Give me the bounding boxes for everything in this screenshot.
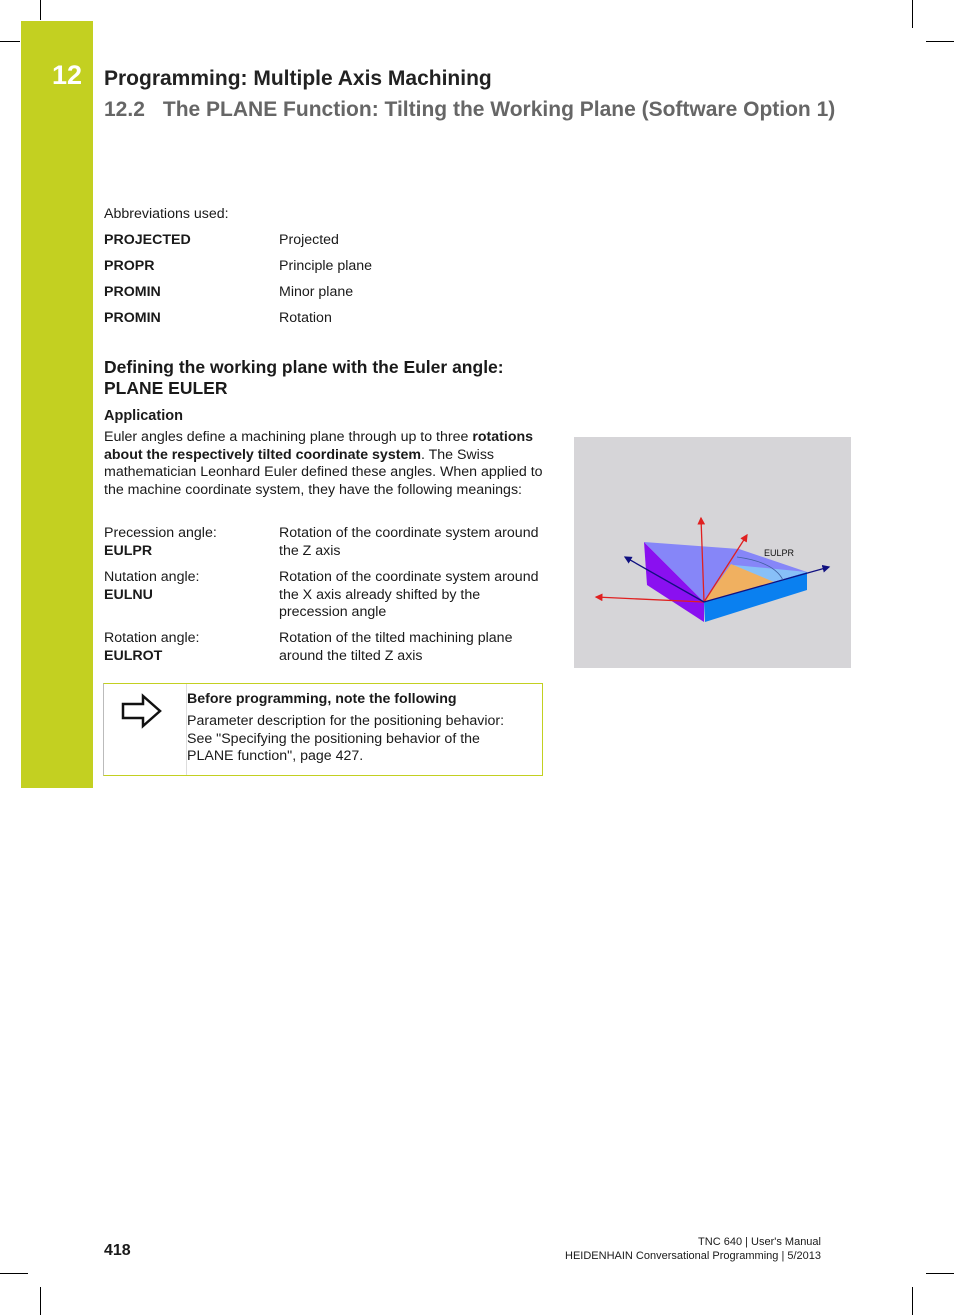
- angle-description: Rotation of the coordinate system around the X axis already shifted by the precession angle: [279, 569, 539, 621]
- note-text: Parameter description for the positioning behavior: See "Specifying the positioning behavior of the PLANE function", page 427.: [187, 713, 505, 765]
- euler-plane-illustration: [574, 437, 851, 668]
- note-title: Before programming, note the following: [187, 691, 457, 707]
- figure-label: EULPR: [764, 548, 795, 558]
- abbreviation-row: [104, 310, 332, 326]
- text: . The Swiss mathematician Leonhard Euler defined these angles. When applied to the machine coordinate system, they have the following meanings:: [104, 446, 543, 498]
- application-paragraph: [104, 429, 544, 499]
- angle-code: EULPR: [104, 542, 153, 559]
- abbreviation-meaning: Rotation: [279, 310, 332, 326]
- angle-label: Rotation angle:: [104, 630, 200, 646]
- crop-mark: [40, 1287, 41, 1315]
- abbreviation-term: PROMIN: [104, 284, 161, 300]
- crop-mark: [926, 41, 954, 42]
- angle-description: Rotation of the tilted machining plane around the tilted Z axis: [279, 630, 513, 664]
- angle-term: [104, 569, 274, 604]
- abbreviation-row: [104, 284, 353, 300]
- heading-line: PLANE EULER: [104, 378, 228, 398]
- abbreviation-row: [104, 232, 339, 248]
- angle-description: Rotation of the coordinate system around the Z axis: [279, 525, 539, 559]
- page-number: 418: [104, 1242, 131, 1259]
- footer-line: TNC 640 | User's Manual: [698, 1236, 821, 1248]
- chapter-number: 12: [52, 60, 83, 90]
- heading-line: Defining the working plane with the Euler angle:: [104, 357, 504, 377]
- angle-label: Nutation angle:: [104, 569, 200, 585]
- crop-mark: [926, 1273, 954, 1274]
- section-title-text: The PLANE Function: Tilting the Working Plane (Software Option 1): [162, 98, 836, 121]
- crop-mark: [0, 1273, 28, 1274]
- section-title: [104, 98, 835, 122]
- abbreviation-term: PROJECTED: [104, 232, 191, 248]
- angle-code: EULNU: [104, 586, 153, 603]
- footer-info: [565, 1235, 821, 1263]
- text: Euler angles define a machining plane through up to three: [104, 429, 473, 445]
- abbreviation-term: PROMIN: [104, 310, 161, 326]
- angle-code: EULROT: [104, 647, 163, 664]
- crop-mark: [912, 0, 913, 28]
- section-heading: [104, 357, 504, 399]
- abbreviations-intro: Abbreviations used:: [104, 206, 229, 222]
- crop-mark: [40, 0, 41, 20]
- abbreviation-meaning: Projected: [279, 232, 339, 248]
- chapter-title: Programming: Multiple Axis Machining: [104, 67, 492, 90]
- note-box: [103, 683, 543, 776]
- angle-label: Precession angle:: [104, 525, 217, 541]
- arrow-right-icon: [121, 693, 163, 729]
- abbreviation-meaning: Principle plane: [279, 258, 373, 274]
- crop-mark: [0, 41, 20, 42]
- section-number: 12.2: [104, 98, 145, 121]
- euler-angle-figure: [574, 437, 851, 668]
- chapter-sidebar-bar: [21, 21, 93, 788]
- bold-text: rotations about the respectively tilted coordinate system: [104, 429, 534, 463]
- abbreviation-meaning: Minor plane: [279, 284, 354, 300]
- angle-term: [104, 630, 274, 665]
- abbreviation-row: [104, 258, 372, 274]
- crop-mark: [912, 1287, 913, 1315]
- abbreviation-term: PROPR: [104, 258, 155, 274]
- subheading: Application: [104, 408, 183, 424]
- angle-term: [104, 525, 274, 560]
- footer-line: HEIDENHAIN Conversational Programming | 5/2013: [565, 1250, 821, 1262]
